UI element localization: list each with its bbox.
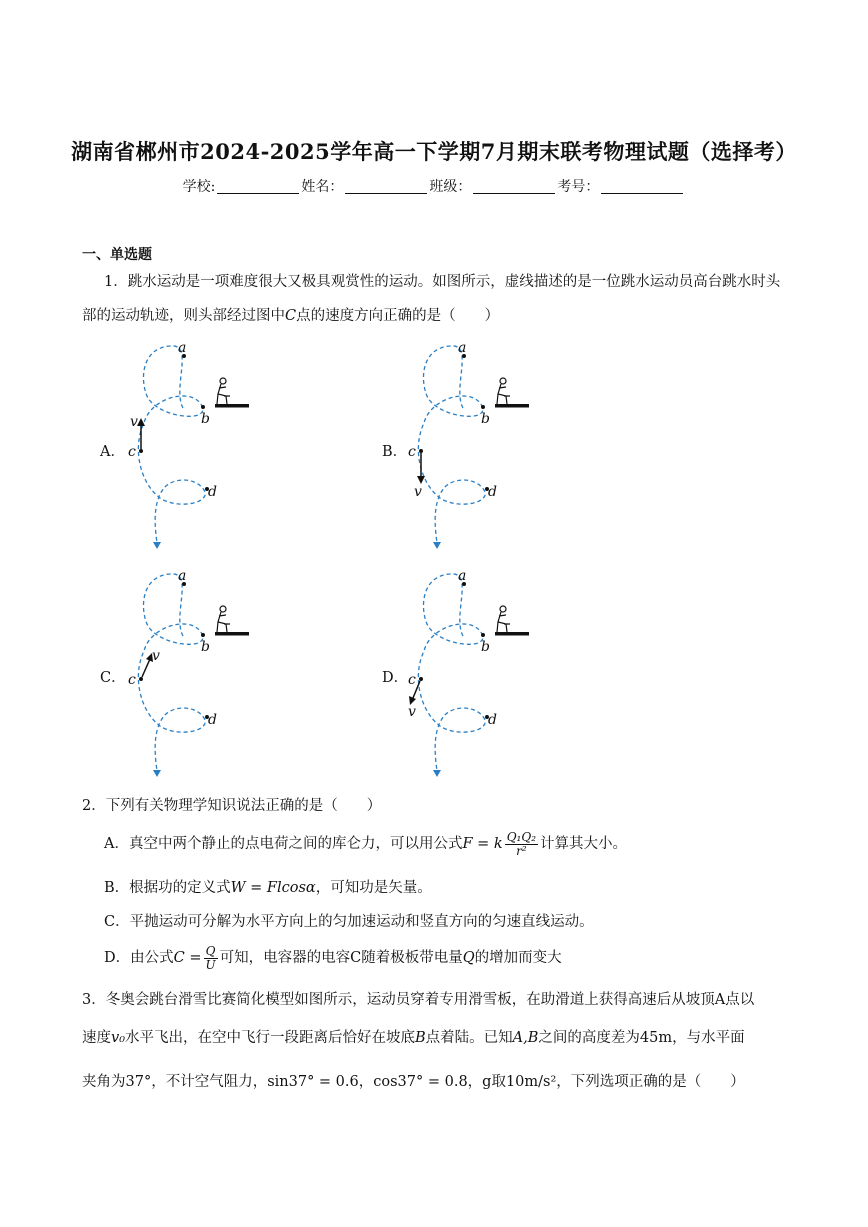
fraction-denominator: U [205,957,216,972]
charge-var: Q [462,950,475,966]
trajectory-arrowhead [433,542,441,549]
point-c [419,677,423,681]
label-d: d [208,484,217,500]
student-info-line [0,176,868,196]
exam-number-label: 考号： [557,179,600,195]
q2-d-text-mid: 可知，电容器的电容C随着极板带电量 [219,950,463,966]
label-a: a [178,340,187,356]
point-c [419,449,423,453]
trajectory-path [138,574,205,771]
work-formula: W = Flcosα [230,880,316,896]
fraction-numerator: Q₁Q₂ [506,829,536,844]
class-blank [473,179,555,194]
diver-figure [497,378,510,404]
point-b [481,633,485,637]
q2-option-a[interactable] [104,826,627,862]
page-title: 湖南省郴州市2024-2025学年高一下学期7月期末联考物理试题（选择考） [71,139,797,164]
label-a: a [458,340,467,356]
fraction-numerator: Q [204,945,218,959]
q2-d-text-end: 的增加而变大 [474,950,562,966]
point-b [481,405,485,409]
diving-platform [215,404,249,408]
q1-option-b[interactable]: B． [382,444,408,460]
point-c [139,677,143,681]
capacitance-formula-lhs: C = [173,950,202,966]
label-c: c [408,444,416,460]
q3-text: 速度 [82,1030,111,1046]
q2-d-text: D．由公式 [104,950,174,966]
q1-stem-text: 部的运动轨迹，则头部经过图中 [82,308,285,324]
q3-stem-line3: 夹角为37°，不计空气阻力，sin37° = 0.6，cos37° = 0.8，g取10m/s²，下列选项正确的是（ ） [82,1074,745,1090]
trajectory-arrowhead [433,770,441,777]
q3-text-4: 之间的高度差为45m，与水平面 [538,1030,745,1046]
velocity-arrowhead [417,476,425,484]
q2-stem: 2．下列有关物理学知识说法正确的是（ ） [82,798,382,814]
q1-option-d[interactable]: D． [382,670,409,686]
point-b [201,633,205,637]
label-v: v [130,414,138,430]
q2-option-d[interactable] [104,940,562,976]
label-v: v [152,648,160,664]
label-c: c [128,672,136,688]
label-v: v [408,704,416,720]
q2-b-text: B．根据功的定义式 [104,880,231,896]
q1-option-a[interactable]: A． [100,444,125,460]
q3-text-3: 点着陆。已知 [425,1030,513,1046]
v0-var: v₀ [111,1030,126,1046]
trajectory-arrowhead [153,770,161,777]
points-ab-var: A,B [512,1030,539,1046]
label-d: d [208,712,217,728]
q3-stem-line2 [82,1028,745,1048]
label-b: b [201,639,210,655]
q2-a-text: A．真空中两个静止的点电荷之间的库仑力，可以用公式 [104,836,463,852]
school-label: 学校: [182,179,216,195]
q1-option-c[interactable]: C． [100,670,126,686]
q3-stem-line1: 3．冬奥会跳台滑雪比赛简化模型如图所示，运动员穿着专用滑雪板，在助滑道上获得高速后从坡顶A点以 [82,992,755,1008]
q2-option-b[interactable] [104,876,432,897]
q1-point-c-var: C [285,308,297,324]
label-c: c [128,444,136,460]
section-heading: 一、单选题 [82,247,152,263]
q2-a-text-end: 计算其大小。 [540,836,627,852]
label-a: a [458,568,467,584]
trajectory-path [418,574,485,771]
label-a: a [178,568,187,584]
diving-platform [215,632,249,636]
diver-figure [497,606,510,632]
velocity-arrow [142,659,150,677]
school-blank [217,179,299,194]
label-b: b [481,639,490,655]
trajectory-path [418,346,485,543]
exam-number-blank [601,179,683,194]
point-c [139,449,143,453]
q1-stem-line2 [82,306,499,326]
label-d: d [488,484,497,500]
coulomb-formula-lhs: F = k [462,836,503,852]
label-b: b [481,411,490,427]
class-label: 班级： [429,179,472,195]
coulomb-fraction [505,831,538,858]
capacitance-fraction [204,945,218,972]
q1-stem-text-end: 点的速度方向正确的是（ ） [296,308,500,324]
q3-text-2: 水平飞出，在空中飞行一段距离后恰好在坡底 [125,1030,416,1046]
diving-platform [495,404,529,408]
label-d: d [488,712,497,728]
point-b-var: B [415,1030,426,1046]
point-b [201,405,205,409]
label-c: c [408,672,416,688]
diver-figure [217,378,230,404]
name-label: 姓名： [301,179,344,195]
trajectory-arrowhead [153,542,161,549]
q2-b-text-end: ，可知功是矢量。 [315,880,432,896]
q2-option-c[interactable]: C．平抛运动可分解为水平方向上的匀加速运动和竖直方向的匀速直线运动。 [104,914,594,930]
q1-stem-line1: 1．跳水运动是一项难度很大又极具观赏性的运动。如图所示，虚线描述的是一位跳水运动员高台跳水时头 [104,274,781,290]
name-blank [345,179,427,194]
trajectory-path [138,346,205,543]
diver-figure [217,606,230,632]
label-b: b [201,411,210,427]
label-v: v [414,484,422,500]
diving-platform [495,632,529,636]
fraction-denominator: r² [516,843,527,858]
